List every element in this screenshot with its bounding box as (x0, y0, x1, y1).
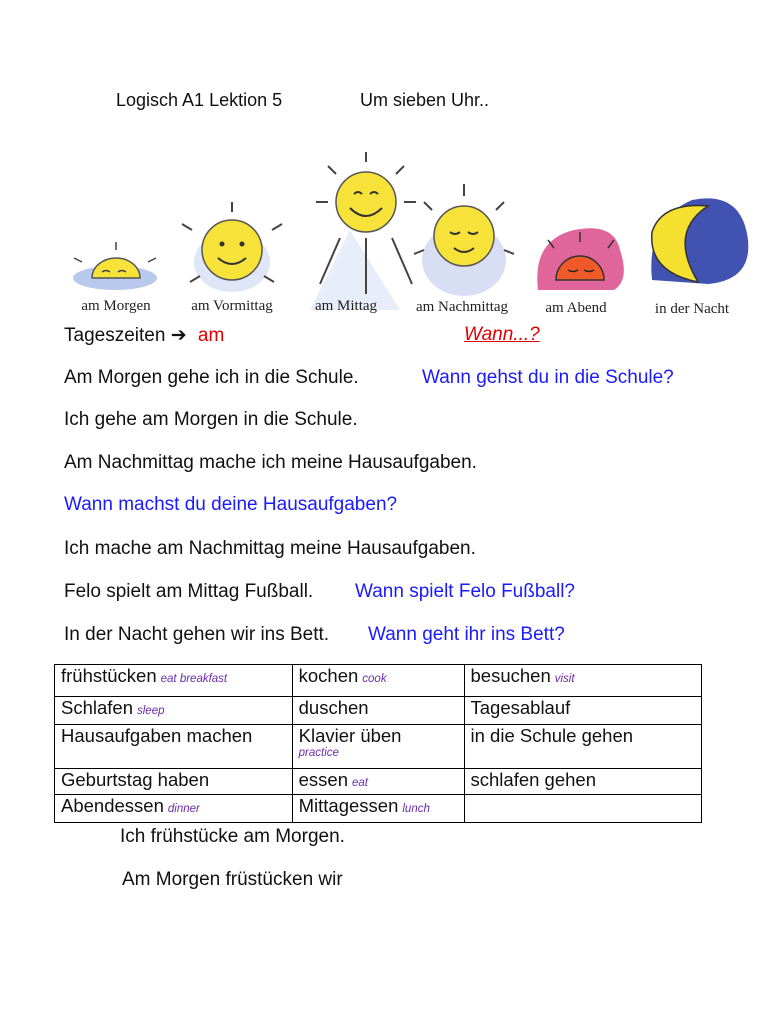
vocab-word: Abendessen (61, 795, 164, 816)
caption-am-mittag: am Mittag (314, 298, 378, 314)
table-cell (292, 697, 464, 725)
noon-sun-icon (310, 152, 416, 310)
vocab-word: Geburtstag haben (61, 769, 210, 790)
times-of-day-illustration (60, 150, 750, 330)
table-cell (55, 725, 293, 769)
caption-am-vormittag: am Vormittag (191, 298, 273, 314)
document-title: Logisch A1 Lektion 5 (116, 90, 283, 110)
table-cell (55, 697, 293, 725)
sentence-1: Am Morgen gehe ich in die Schule. (64, 367, 359, 388)
document-subtitle: Um sieben Uhr.. (360, 90, 490, 110)
caption-in-der-nacht: in der Nacht (654, 301, 730, 317)
wann-question: Wann...? (464, 324, 540, 345)
vocab-word: duschen (298, 697, 369, 718)
morning-sun-icon (73, 242, 157, 290)
table-cell (55, 665, 293, 697)
vocab-word: Schlafen (61, 697, 133, 718)
question-4: Wann geht ihr ins Bett? (368, 624, 565, 645)
vocab-word: besuchen (470, 665, 551, 686)
sentence-5: Felo spielt am Mittag Fußball. (64, 581, 314, 602)
vocab-word: Hausaufgaben machen (61, 725, 253, 746)
vocab-gloss: eat breakfast (160, 673, 228, 685)
vocabulary-table (54, 664, 702, 823)
vocab-word: in die Schule gehen (470, 725, 634, 746)
sentence-2: Ich gehe am Morgen in die Schule. (64, 409, 358, 430)
table-cell (292, 725, 464, 769)
vocab-gloss: sleep (137, 705, 165, 717)
table-cell (464, 769, 702, 795)
arrow-icon: ➔ (170, 325, 187, 346)
late-morning-sun-icon (182, 202, 282, 292)
night-moon-icon (651, 198, 748, 284)
table-cell (464, 725, 702, 769)
table-cell (292, 769, 464, 795)
vocab-word: schlafen gehen (470, 769, 596, 790)
sentence-6: In der Nacht gehen wir ins Bett. (64, 624, 330, 645)
example-sentence-2: Am Morgen früstücken wir (122, 869, 343, 890)
vocab-gloss: cook (362, 673, 387, 685)
table-cell (292, 795, 464, 823)
table-cell (55, 769, 293, 795)
vocab-word: Klavier üben (298, 725, 402, 746)
tageszeiten-label: Tageszeiten (64, 325, 166, 346)
table-row (55, 725, 702, 769)
table-cell (464, 795, 702, 823)
table-row (55, 795, 702, 823)
table-cell (464, 665, 702, 697)
evening-sun-icon (537, 228, 624, 290)
tageszeiten-line (64, 324, 224, 347)
vocab-gloss: dinner (167, 803, 200, 815)
question-1: Wann gehst du in die Schule? (422, 367, 674, 388)
vocab-gloss: visit (554, 673, 575, 685)
vocab-gloss: eat (352, 777, 368, 789)
am-keyword: am (197, 325, 225, 346)
question-2: Wann machst du deine Hausaufgaben? (64, 494, 398, 515)
question-3: Wann spielt Felo Fußball? (355, 581, 576, 602)
afternoon-sun-icon (414, 184, 514, 296)
table-cell (292, 665, 464, 697)
example-sentence-1: Ich frühstücke am Morgen. (120, 826, 345, 847)
vocab-word: essen (298, 769, 348, 790)
table-cell (55, 795, 293, 823)
vocab-gloss: practice (298, 747, 339, 759)
vocab-gloss: lunch (402, 803, 430, 815)
sentence-3: Am Nachmittag mache ich meine Hausaufgaben. (64, 452, 477, 473)
sentence-4: Ich mache am Nachmittag meine Hausaufgaben. (64, 538, 476, 559)
table-cell (464, 697, 702, 725)
vocab-word: Mittagessen (298, 795, 399, 816)
table-row (55, 769, 702, 795)
table-row (55, 697, 702, 725)
vocab-word: Tagesablauf (470, 697, 571, 718)
caption-am-abend: am Abend (545, 300, 607, 316)
caption-am-nachmittag: am Nachmittag (415, 299, 509, 315)
vocab-word: kochen (298, 665, 359, 686)
caption-am-morgen: am Morgen (81, 298, 151, 314)
vocab-word: frühstücken (61, 665, 157, 686)
table-row (55, 665, 702, 697)
